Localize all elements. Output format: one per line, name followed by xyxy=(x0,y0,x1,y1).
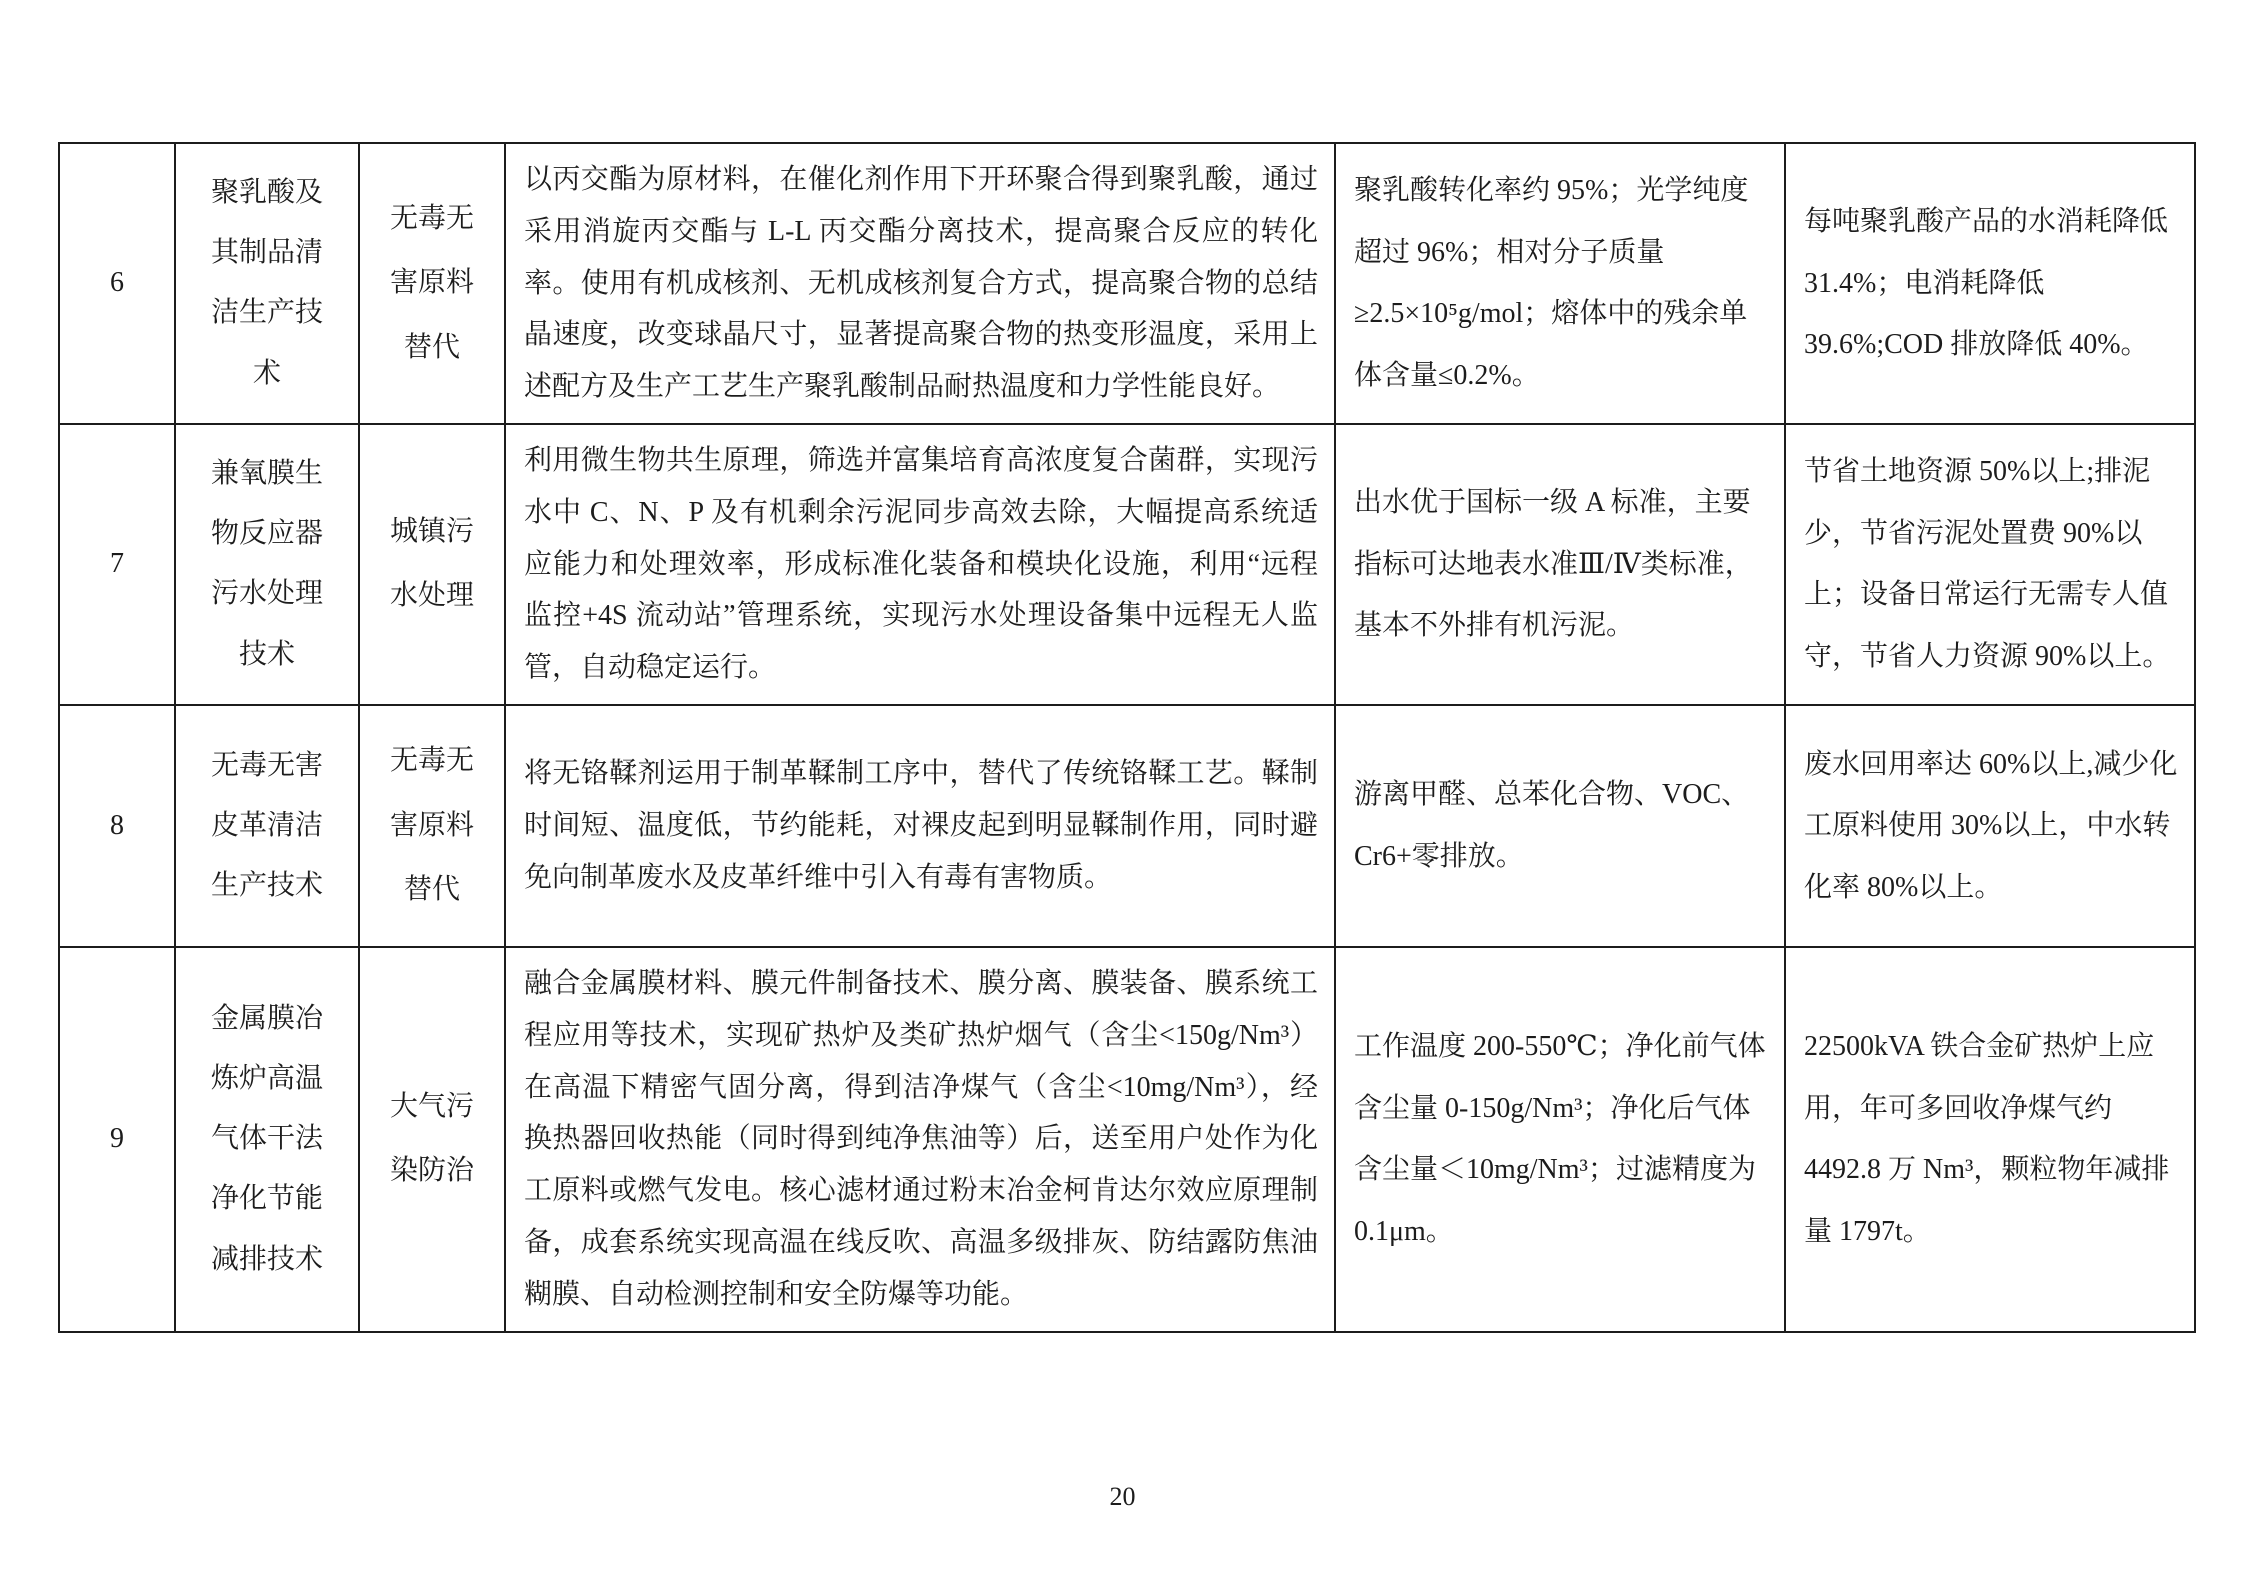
tech-category-cell: 大气污染防治 xyxy=(359,947,505,1332)
technology-table xyxy=(58,142,2196,1333)
tech-category-cell: 无毒无害原料替代 xyxy=(359,705,505,947)
row-number-cell: 9 xyxy=(59,947,175,1332)
page-number: 20 xyxy=(1109,1482,1136,1511)
tech-name-cell: 无毒无害皮革清洁生产技术 xyxy=(175,705,359,947)
tech-indicators-cell: 出水优于国标一级 A 标准，主要指标可达地表水准Ⅲ/Ⅳ类标准，基本不外排有机污泥。 xyxy=(1335,424,1785,705)
tech-description-cell: 融合金属膜材料、膜元件制备技术、膜分离、膜装备、膜系统工程应用等技术，实现矿热炉及类矿热炉烟气（含尘<150g/Nm³）在高温下精密气固分离，得到洁净煤气（含尘<10mg/Nm³），经换热器回收热能（同时得到纯净焦油等）后，送至用户处作为化工原料或燃气发电。核心滤材通过粉末冶金柯肯达尔效应原理制备，成套系统实现高温在线反吹、高温多级排灰、防结露防焦油糊膜、自动检测控制和安全防爆等功能。 xyxy=(505,947,1335,1332)
tech-benefits-cell: 节省土地资源 50%以上;排泥少，节省污泥处置费 90%以上；设备日常运行无需专人值守，节省人力资源 90%以上。 xyxy=(1785,424,2195,705)
table-row xyxy=(59,947,2195,1332)
table-row xyxy=(59,705,2195,947)
tech-category-cell: 无毒无害原料替代 xyxy=(359,143,505,424)
tech-indicators-cell: 工作温度 200-550℃；净化前气体含尘量 0-150g/Nm³；净化后气体含尘量＜10mg/Nm³；过滤精度为 0.1μm。 xyxy=(1335,947,1785,1332)
tech-category-cell: 城镇污水处理 xyxy=(359,424,505,705)
tech-benefits-cell: 每吨聚乳酸产品的水消耗降低 31.4%；电消耗降低 39.6%;COD 排放降低 40%。 xyxy=(1785,143,2195,424)
row-number-cell: 6 xyxy=(59,143,175,424)
tech-name-cell: 聚乳酸及其制品清洁生产技术 xyxy=(175,143,359,424)
tech-name-cell: 金属膜冶炼炉高温气体干法净化节能减排技术 xyxy=(175,947,359,1332)
tech-indicators-cell: 游离甲醛、总苯化合物、VOC、Cr6+零排放。 xyxy=(1335,705,1785,947)
tech-description-cell: 利用微生物共生原理，筛选并富集培育高浓度复合菌群，实现污水中 C、N、P 及有机剩余污泥同步高效去除，大幅提高系统适应能力和处理效率，形成标准化装备和模块化设施，利用“远程监控+4S 流动站”管理系统，实现污水处理设备集中远程无人监管，自动稳定运行。 xyxy=(505,424,1335,705)
tech-benefits-cell: 废水回用率达 60%以上,减少化工原料使用 30%以上，中水转化率 80%以上。 xyxy=(1785,705,2195,947)
table-row xyxy=(59,143,2195,424)
tech-indicators-cell: 聚乳酸转化率约 95%；光学纯度超过 96%；相对分子质量≥2.5×10⁵g/mol；熔体中的残余单体含量≤0.2%。 xyxy=(1335,143,1785,424)
tech-benefits-cell: 22500kVA 铁合金矿热炉上应用，年可多回收净煤气约 4492.8 万 Nm³，颗粒物年减排量 1797t。 xyxy=(1785,947,2195,1332)
row-number-cell: 8 xyxy=(59,705,175,947)
row-number-cell: 7 xyxy=(59,424,175,705)
tech-description-cell: 以丙交酯为原材料，在催化剂作用下开环聚合得到聚乳酸，通过采用消旋丙交酯与 L-L 丙交酯分离技术，提高聚合反应的转化率。使用有机成核剂、无机成核剂复合方式，提高聚合物的总结晶速度，改变球晶尺寸，显著提高聚合物的热变形温度，采用上述配方及生产工艺生产聚乳酸制品耐热温度和力学性能良好。 xyxy=(505,143,1335,424)
table-row xyxy=(59,424,2195,705)
tech-name-cell: 兼氧膜生物反应器污水处理技术 xyxy=(175,424,359,705)
tech-description-cell: 将无铬鞣剂运用于制革鞣制工序中，替代了传统铬鞣工艺。鞣制时间短、温度低，节约能耗，对裸皮起到明显鞣制作用，同时避免向制革废水及皮革纤维中引入有毒有害物质。 xyxy=(505,705,1335,947)
